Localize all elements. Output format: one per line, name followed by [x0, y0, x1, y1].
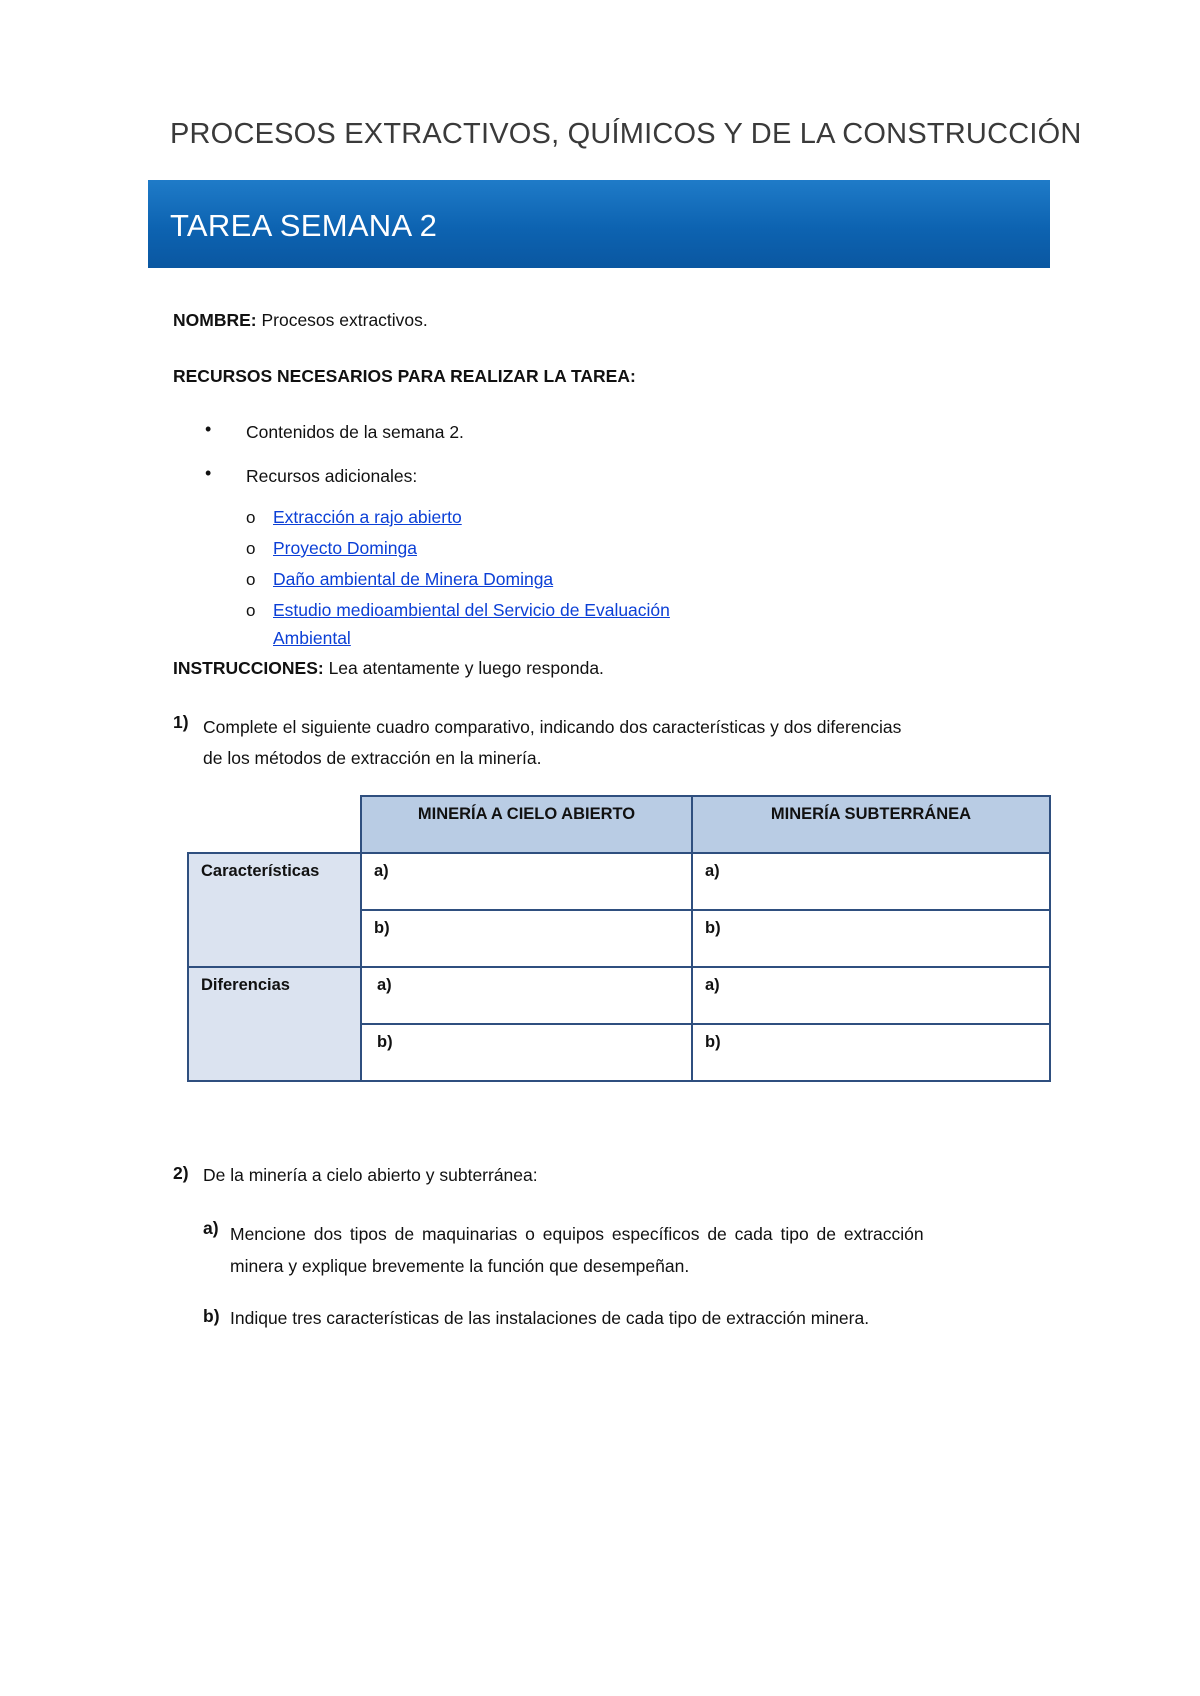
bullet-marker: • [205, 419, 212, 439]
link-extraccion-rajo-abierto[interactable]: Extracción a rajo abierto [273, 507, 462, 527]
sub-bullet-marker: o [246, 601, 256, 620]
link-estudio-medioambiental-wrap [273, 597, 670, 653]
col-header-subterranea: MINERÍA SUBTERRÁNEA [692, 796, 1050, 853]
table-corner [188, 796, 361, 853]
question-2-number: 2) [173, 1163, 189, 1183]
question-2a-label: a) [203, 1218, 219, 1238]
question-1-text [203, 712, 901, 774]
question-1-line-1: Complete el siguiente cuadro comparativo, indicando dos características y dos diferencias [203, 717, 902, 737]
row-header-diferencias: Diferencias [188, 967, 361, 1081]
nombre-value: Procesos extractivos. [256, 310, 428, 330]
instrucciones-value: Lea atentamente y luego responda. [323, 658, 604, 678]
cell-caracteristicas-subterranea-b[interactable]: b) [692, 910, 1050, 967]
question-2b-text: Indique tres características de las instalaciones de cada tipo de extracción minera. [230, 1308, 870, 1328]
question-1-line-2: de los métodos de extracción en la minería. [203, 748, 542, 768]
link-estudio-medioambiental[interactable]: Estudio medioambiental del Servicio de Evaluación [273, 600, 670, 620]
row-header-caracteristicas: Características [188, 853, 361, 967]
cell-diferencias-subterranea-a[interactable]: a) [692, 967, 1050, 1024]
cell-caracteristicas-subterranea-a[interactable]: a) [692, 853, 1050, 910]
link-estudio-medioambiental-cont[interactable]: Ambiental [273, 628, 351, 648]
question-2a-line-1: Mencione dos tipos de maquinarias o equipos específicos de cada tipo de extracción [230, 1224, 924, 1244]
cell-diferencias-cielo-b[interactable]: b) [361, 1024, 692, 1081]
comparison-table [187, 795, 1051, 1082]
cell-caracteristicas-cielo-b[interactable]: b) [361, 910, 692, 967]
cell-diferencias-subterranea-b[interactable]: b) [692, 1024, 1050, 1081]
nombre-line [173, 308, 428, 332]
link-proyecto-dominga[interactable]: Proyecto Dominga [273, 538, 417, 558]
question-2a-text [230, 1218, 1032, 1282]
sub-bullet-marker: o [246, 539, 256, 558]
bullet-item: Contenidos de la semana 2. [246, 422, 464, 442]
assignment-banner [148, 180, 1050, 268]
sub-bullet-marker: o [246, 508, 256, 527]
question-2a-line-2: minera y explique brevemente la función que desempeñan. [230, 1256, 690, 1276]
nombre-label: NOMBRE: [173, 310, 257, 330]
sub-bullet-marker: o [246, 570, 256, 589]
link-dano-ambiental[interactable]: Daño ambiental de Minera Dominga [273, 569, 554, 589]
recursos-heading: RECURSOS NECESARIOS PARA REALIZAR LA TAREA: [173, 366, 636, 386]
cell-caracteristicas-cielo-a[interactable]: a) [361, 853, 692, 910]
col-header-cielo-abierto: MINERÍA A CIELO ABIERTO [361, 796, 692, 853]
question-2b-label: b) [203, 1306, 220, 1326]
cell-diferencias-cielo-a[interactable]: a) [361, 967, 692, 1024]
instrucciones-line [173, 656, 604, 680]
instrucciones-label: INSTRUCCIONES: [173, 658, 324, 678]
course-title: PROCESOS EXTRACTIVOS, QUÍMICOS Y DE LA CONSTRUCCIÓN [170, 118, 1082, 150]
bullet-item: Recursos adicionales: [246, 466, 418, 486]
question-1-number: 1) [173, 712, 189, 732]
question-2-text: De la minería a cielo abierto y subterránea: [203, 1165, 538, 1185]
bullet-marker: • [205, 463, 212, 483]
assignment-title: TAREA SEMANA 2 [170, 208, 438, 243]
